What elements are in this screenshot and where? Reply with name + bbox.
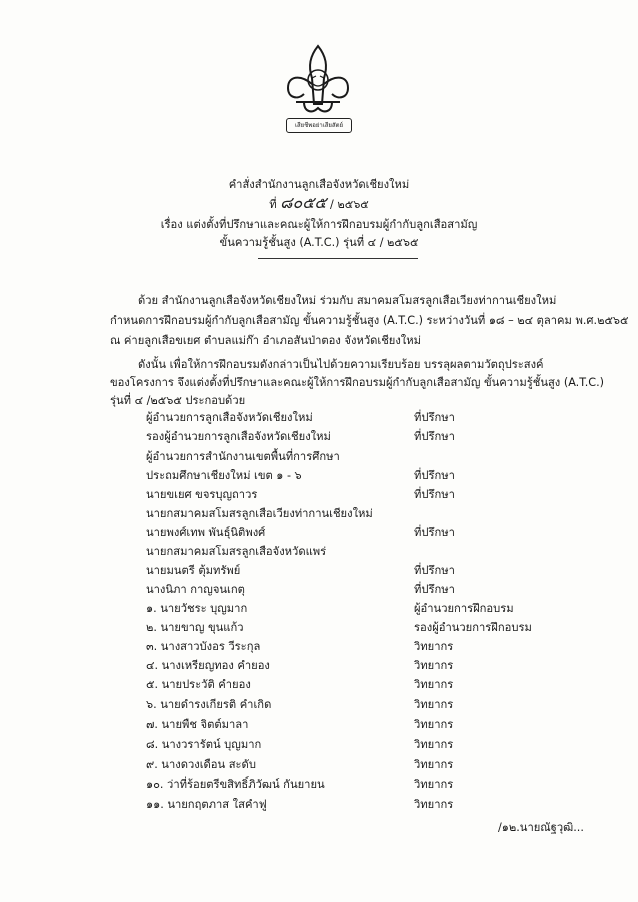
roster-role: วิทยากร — [414, 659, 454, 672]
roster-name: ผู้อำนวยการลูกเสือจังหวัดเชียงใหม่ — [146, 411, 313, 424]
paragraph-1-line-3: ณ ค่ายลูกเสือขเยศ ตำบลแม่ก๊า อำเภอสันป่าตอง จังหวัดเชียงใหม่ — [110, 334, 422, 347]
roster-name: นายกสมาคมสโมสรลูกเสือเวียงท่ากานเชียงใหม่ — [146, 507, 373, 520]
order-title: คำสั่งสำนักงานลูกเสือจังหวัดเชียงใหม่ — [228, 178, 410, 191]
roster-role: ผู้อำนวยการฝึกอบรม — [414, 602, 514, 615]
roster-name: ผู้อำนวยการสำนักงานเขตพื้นที่การศึกษา — [146, 450, 340, 463]
roster-role: วิทยากร — [414, 640, 454, 653]
roster-name: ๕. นายประวัติ คำยอง — [146, 678, 251, 691]
order-number-line — [0, 193, 638, 212]
roster-name: ๑๑. นายกฤตภาส ใสคำฟู — [146, 798, 267, 811]
roster-name: ๔. นางเหรียญทอง คำยอง — [146, 659, 270, 672]
roster-role: ที่ปรึกษา — [414, 430, 455, 443]
header-divider — [258, 258, 418, 259]
roster-role: วิทยากร — [414, 718, 454, 731]
roster-name: ๒. นายขาญ ขุนแก้ว — [146, 621, 244, 634]
roster-name: นายพงศ์เทพ พันธุ์นิติพงศ์ — [146, 526, 266, 539]
roster-role: รองผู้อำนวยการฝึกอบรม — [414, 621, 532, 634]
roster-role: ที่ปรึกษา — [414, 564, 455, 577]
roster-name: ๙. นางดวงเดือน สะดับ — [146, 758, 256, 771]
roster-role: วิทยากร — [414, 778, 454, 791]
roster-name: ๓. นางสาวบังอร วีระกุล — [146, 640, 261, 653]
roster-name: ประถมศึกษาเชียงใหม่ เขต ๑ - ๖ — [146, 469, 302, 482]
roster-role: ที่ปรึกษา — [414, 488, 455, 501]
roster-name: ๑. นายวัชระ บุญมาก — [146, 602, 248, 615]
order-number-year: / ๒๕๖๕ — [330, 198, 369, 211]
emblem-banner: เสียชีพอย่าเสียสัตย์ — [286, 118, 352, 133]
paragraph-2-line-1: ดังนั้น เพื่อให้การฝึกอบรมดังกล่าวเป็นไปด้วยความเรียบร้อย บรรลุผลตามวัตถุประสงค์ — [138, 358, 544, 371]
roster-name: นายมนตรี ตุ้มทรัพย์ — [146, 564, 241, 577]
subject-line: เรื่อง แต่งตั้งที่ปรึกษาและคณะผู้ให้การฝึกอบรมผู้กำกับลูกเสือสามัญ — [160, 218, 478, 231]
roster-name: นางนิภา กาญจนเกตุ — [146, 583, 245, 596]
roster-name: ๑๐. ว่าที่ร้อยตรีขสิทธิ์ภิวัฒน์ กันยายน — [146, 778, 325, 791]
paragraph-2-line-2: ของโครงการ จึงแต่งตั้งที่ปรึกษาและคณะผู้ให้การฝึกอบรมผู้กำกับลูกเสือสามัญ ขั้นความรู้ชั้นสูง (A.T.C.) — [110, 376, 604, 389]
roster-role: ที่ปรึกษา — [414, 526, 455, 539]
roster-role: วิทยากร — [414, 698, 454, 711]
roster-role: วิทยากร — [414, 678, 454, 691]
roster-name: ๘. นางวรารัตน์ บุญมาก — [146, 738, 262, 751]
roster-role: ที่ปรึกษา — [414, 583, 455, 596]
roster-name: ๖. นายดำรงเกียรติ คำเกิด — [146, 698, 272, 711]
paragraph-1-line-2: กำหนดการฝึกอบรมผู้กำกับลูกเสือสามัญ ขั้นความรู้ชั้นสูง (A.T.C.) ระหว่างวันที่ ๑๘ – ๒๔ ตุลาคม พ.ศ.๒๕๖๕ — [110, 314, 629, 327]
paragraph-2-line-3: รุ่นที่ ๔ /๒๕๖๕ ประกอบด้วย — [110, 394, 246, 407]
paragraph-1-line-1: ด้วย สำนักงานลูกเสือจังหวัดเชียงใหม่ ร่วมกับ สมาคมสโมสรลูกเสือเวียงท่ากานเชียงใหม่ — [138, 294, 557, 307]
roster-name: รองผู้อำนวยการลูกเสือจังหวัดเชียงใหม่ — [146, 430, 331, 443]
roster-role: ที่ปรึกษา — [414, 469, 455, 482]
roster-role: วิทยากร — [414, 738, 454, 751]
roster-name: นายกสมาคมสโมสรลูกเสือจังหวัดแพร่ — [146, 545, 327, 558]
roster-name: ๗. นายพืช จิตต์มาลา — [146, 718, 249, 731]
order-number-prefix: ที่ — [269, 198, 277, 211]
roster-name: นายขเยศ ขจรบุญถาวร — [146, 488, 258, 501]
roster-role: วิทยากร — [414, 798, 454, 811]
fleur-de-lis-scout-emblem-icon — [282, 44, 354, 142]
roster-role: วิทยากร — [414, 758, 454, 771]
page-continuation: /๑๒.นายณัฐวุฒิ... — [498, 821, 584, 834]
roster-role: ที่ปรึกษา — [414, 411, 455, 424]
subject-line-2: ขั้นความรู้ชั้นสูง (A.T.C.) รุ่นที่ ๔ / ๒๕๖๕ — [219, 236, 419, 249]
order-number-handwritten: ๘๐๕๕ — [280, 193, 327, 212]
